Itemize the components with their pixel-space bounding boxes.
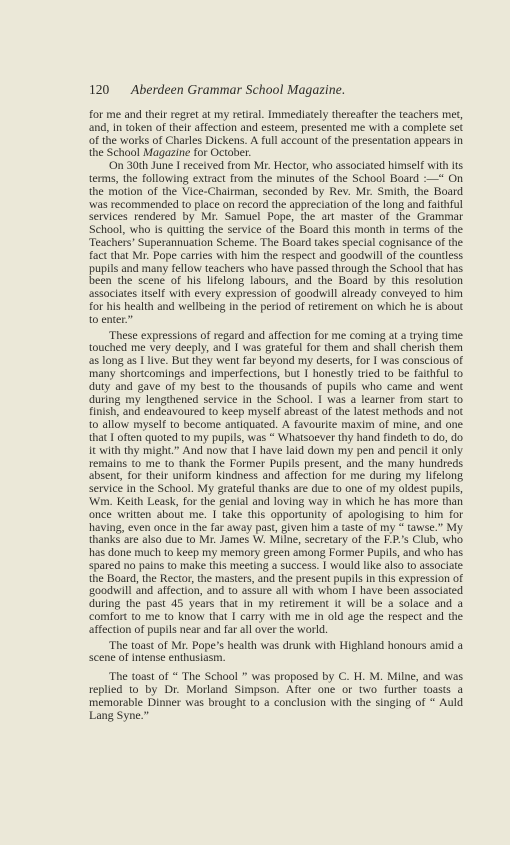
paragraph-toast-health: The toast of Mr. Pope’s health was drunk with Highland honours amid a scene of intense enthusiasm. bbox=[89, 637, 463, 665]
magazine-title-italic: Magazine bbox=[143, 145, 191, 160]
paragraph-school-board-extract: On 30th June I received from Mr. Hector, who associated himself with its terms, the following extract from the minutes of the School Board :—“ On the motion of the Vice-Chairman, seconded by Rev. Mr. Smith, the Board was recommended to place on record the appreciation of the long and faithful services rendered by Mr. Samuel Pope, the art master of the Grammar School, who is quitting the service of the Board this month in terms of the Teachers’ Superannuation Scheme. The Board takes special cognisance of the fact that Mr. Pope carries with him the respect and goodwill of the countless pupils and many fellow teachers who have passed through the School that has been the scene of his lifelong labours, and the Board by this resolution associates itself with every expression of goodwill already conveyed to him for his health and wellbeing in the period of retirement on which he is about to enter.” bbox=[89, 158, 463, 326]
body-text bbox=[89, 108, 463, 721]
paragraph-expressions-of-regard: These expressions of regard and affection for me coming at a trying time touched me very deeply, and I was grateful for them and shall cherish them as long as I live. But they went far beyond my deserts, for I was conscious of many shortcomings and imperfections, but I honestly tried to be faithful to duty and gave of my best to the thousands of pupils who came and went during my lengthened service in the School. I was a learner from start to finish, and endeavoured to keep myself abreast of the latest methods and not to allow myself to become antiquated. A favourite maxim of mine, and one that I often quoted to my pupils, was “ Whatsoever thy hand findeth to do, do it with thy might.” And now that I have laid down my pen and pencil it only remains to me to thank the Former Pupils present, and the many hundreds absent, for their uniform kindness and affection for me during my lifelong service in the School. My grateful thanks are due to one of my oldest pupils, Wm. Keith Leask, for the genial and loving way in which he has more than once written about me. I take this opportunity of apologising to him for having, even once in the far away past, given him a taste of my “ tawse.” My thanks are also due to Mr. James W. Milne, secretary of the F.P.’s Club, who has done much to keep my memory green among Former Pupils, and who has spared no pains to make this meeting a success. I would like also to associate the Board, the Rector, the masters, and the present pupils in this expression of goodwill and affection, and to assure all with whom I have been associated during the past 45 years that in my retirement it will be a solace and a comfort to me to know that I carry with me in old age the respect and the affection of pupils near and far all over the world. bbox=[89, 327, 463, 636]
paragraph-toast-school: The toast of “ The School ” was proposed by C. H. M. Milne, and was replied to by Dr. Morland Simpson. After one or two further toasts a memorable Dinner was brought to a conclusion with the singing of “ Auld Lang Syne.” bbox=[89, 669, 463, 722]
paragraph-text: for October. bbox=[190, 145, 252, 160]
page-header bbox=[89, 82, 463, 98]
page-number: 120 bbox=[89, 82, 110, 97]
running-title: Aberdeen Grammar School Magazine. bbox=[131, 82, 346, 97]
paragraph-continuation bbox=[89, 108, 463, 159]
paragraph-text: for me and their regret at my retiral. Immediately thereafter the teachers met, and, in token of their affection and esteem, presented me with a complete set of the works of Charles Dickens. A full account of the presentation appears in the School bbox=[89, 107, 463, 160]
